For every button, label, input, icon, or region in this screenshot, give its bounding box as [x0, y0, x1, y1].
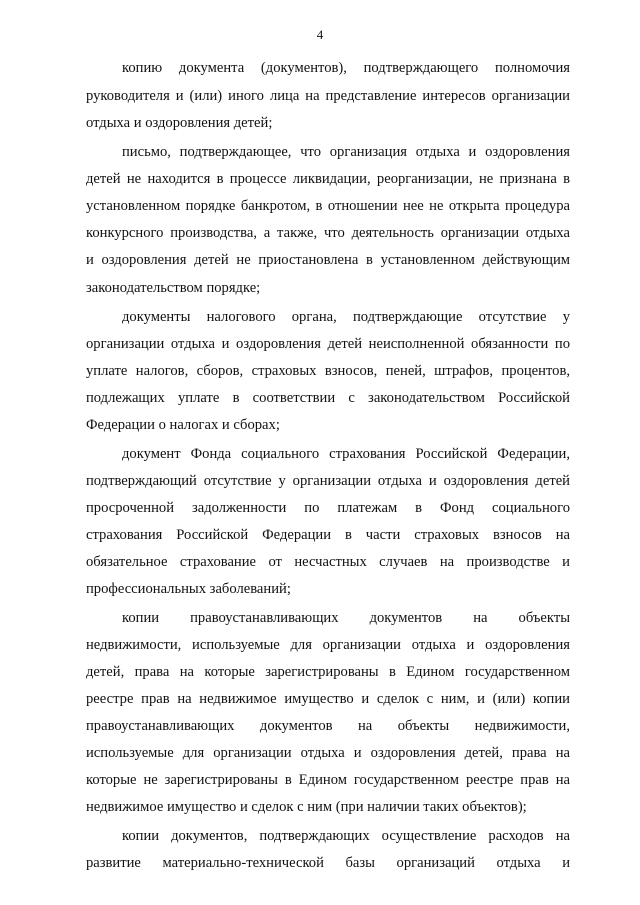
- text-line: развитие материально-технической базы организаций отдыха и: [86, 855, 570, 871]
- text-line: профессиональных заболеваний;: [86, 581, 291, 597]
- text-line: копию документа (документов), подтверждающего полномочия: [122, 60, 570, 76]
- text-line: недвижимости, используемые для организации отдыха и оздоровления: [86, 637, 570, 653]
- text-line: организации отдыха и оздоровления детей неисполненной обязанности по: [86, 336, 570, 352]
- text-line: используемые для организации отдыха и оздоровления детей, права на: [86, 745, 570, 761]
- text-line: Федерации о налогах и сборах;: [86, 417, 280, 433]
- text-line: подтверждающий отсутствие у организации отдыха и оздоровления детей: [86, 473, 570, 489]
- text-line: правоустанавливающих документов на объекты недвижимости,: [86, 718, 570, 734]
- text-line: документы налогового органа, подтверждающие отсутствие у: [122, 309, 570, 325]
- text-line: недвижимое имущество и сделок с ним (при наличии таких объектов);: [86, 799, 527, 815]
- text-line: копии правоустанавливающих документов на объекты: [122, 610, 570, 626]
- text-line: письмо, подтверждающее, что организация отдыха и оздоровления: [122, 144, 570, 160]
- text-line: детей не находится в процессе ликвидации, реорганизации, не признана в: [86, 171, 570, 187]
- text-line: и оздоровления детей не приостановлена в установленном действующим: [86, 252, 570, 268]
- text-line: конкурсного производства, а также, что деятельность организации отдыха: [86, 225, 570, 241]
- text-line: просроченной задолженности по платежам в Фонд социального: [86, 500, 570, 516]
- text-line: уплате налогов, сборов, страховых взносов, пеней, штрафов, процентов,: [86, 363, 570, 379]
- text-line: документ Фонда социального страхования Российской Федерации,: [122, 446, 570, 462]
- text-line: детей, права на которые зарегистрированы в Едином государственном: [86, 664, 570, 680]
- text-line: страхования Российской Федерации в части страховых взносов на: [86, 527, 570, 543]
- text-line: которые не зарегистрированы в Едином государственном реестре прав на: [86, 772, 570, 788]
- text-line: подлежащих уплате в соответствии с законодательством Российской: [86, 390, 570, 406]
- text-line: законодательством порядке;: [86, 280, 261, 296]
- text-line: установленном порядке банкротом, в отношении нее не открыта процедура: [86, 198, 570, 214]
- text-line: реестре прав на недвижимое имущество и сделок с ним, и (или) копии: [86, 691, 570, 707]
- text-line: руководителя и (или) иного лица на представление интересов организации: [86, 88, 570, 104]
- text-line: копии документов, подтверждающих осуществление расходов на: [122, 828, 570, 844]
- text-line: обязательное страхование от несчастных случаев на производстве и: [86, 554, 570, 570]
- page-number: 4: [316, 27, 324, 42]
- text-line: отдыха и оздоровления детей;: [86, 115, 273, 131]
